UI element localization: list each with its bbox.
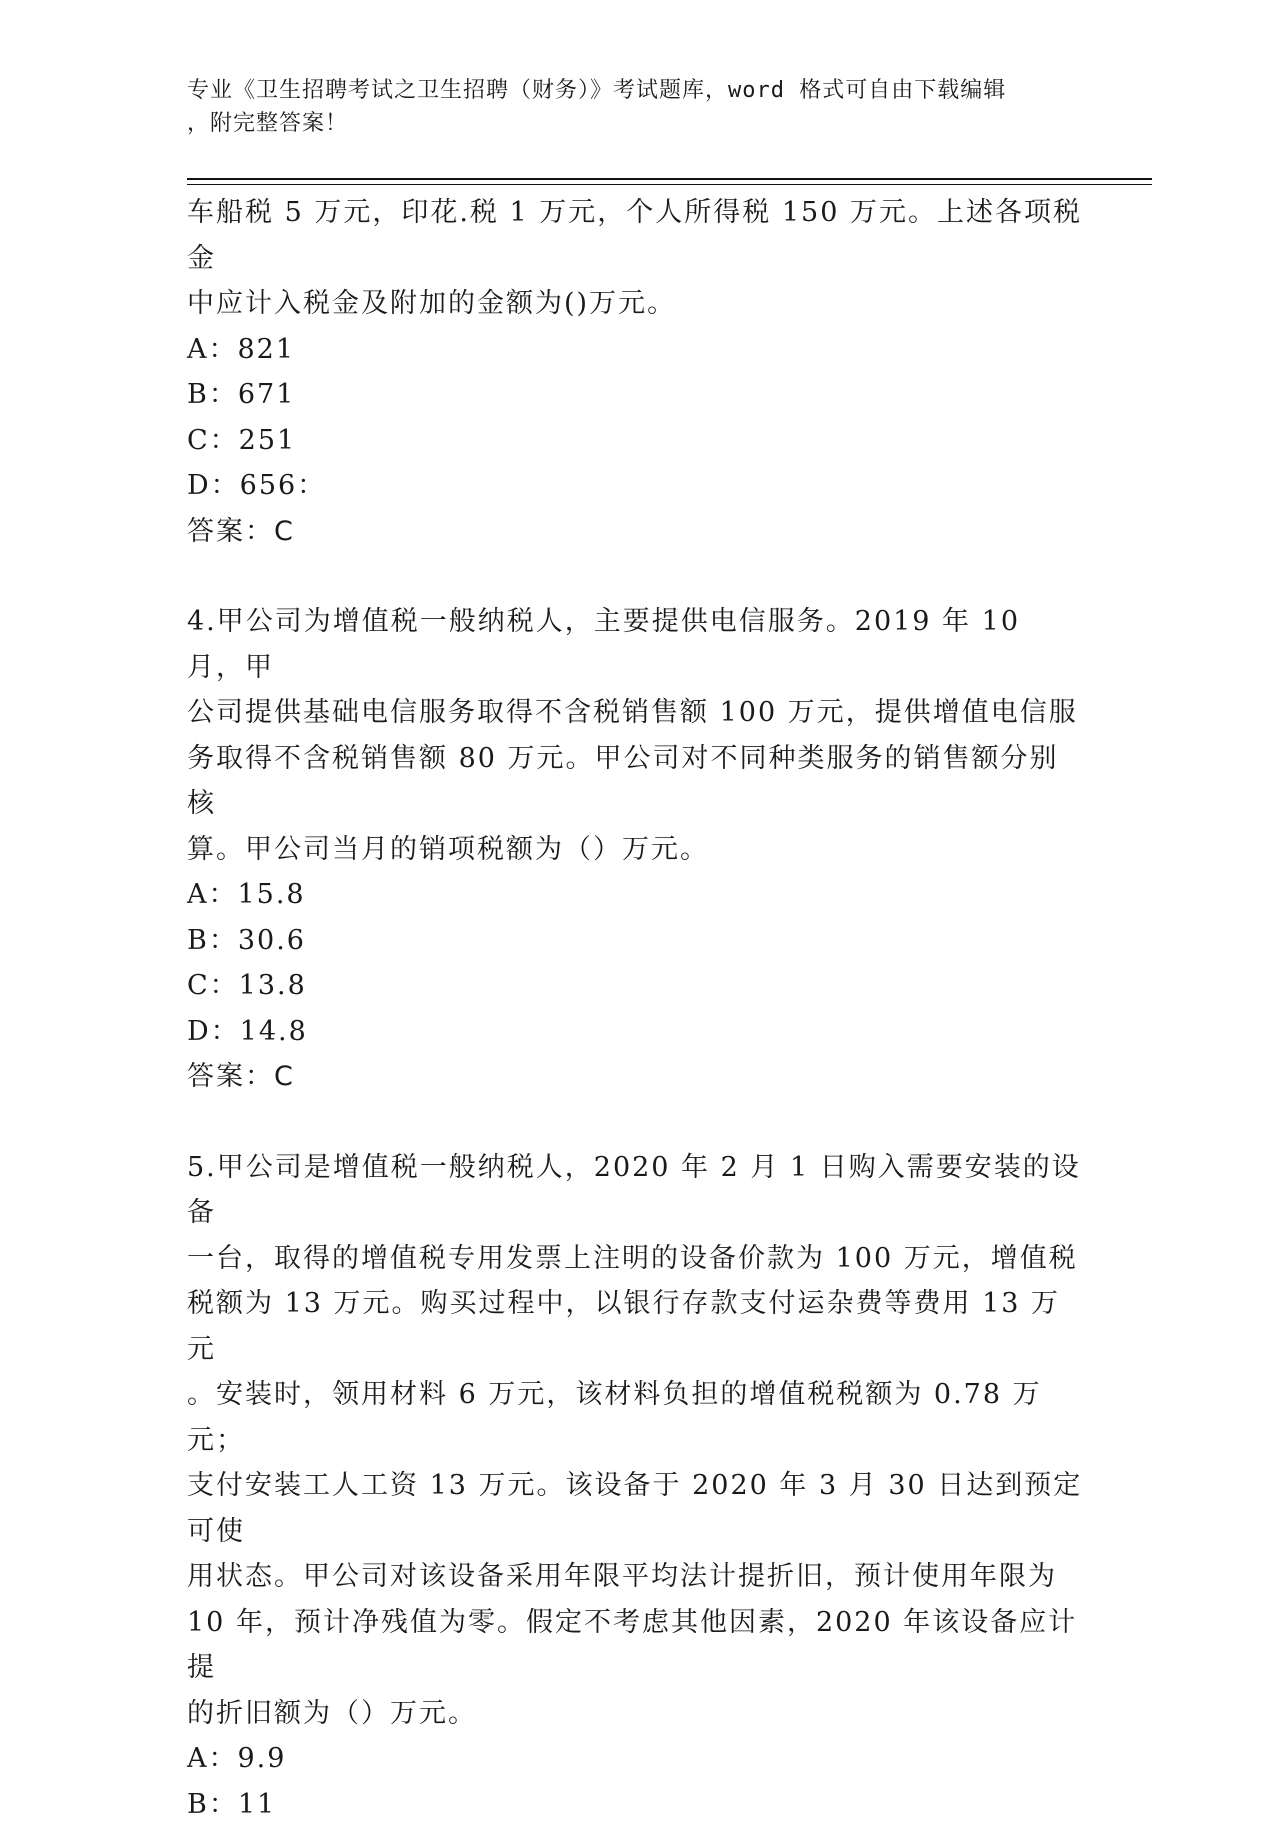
header-divider xyxy=(187,178,1152,185)
question-3 xyxy=(187,190,1087,554)
header-line-2: ，附完整答案！ xyxy=(187,107,1067,140)
question-5 xyxy=(187,1145,1087,1827)
option-b: B：11 xyxy=(187,1782,1087,1827)
answer-line: 答案：C xyxy=(187,509,1087,555)
question-stem-line: 用状态。甲公司对该设备采用年限平均法计提折旧，预计使用年限为 xyxy=(187,1554,1087,1600)
question-content xyxy=(187,190,1087,1827)
option-a: A：15.8 xyxy=(187,872,1087,918)
document-header xyxy=(187,74,1067,140)
option-d: D：14.8 xyxy=(187,1009,1087,1055)
option-b: B：30.6 xyxy=(187,918,1087,964)
option-b: B：671 xyxy=(187,372,1087,418)
question-stem-line: 一台，取得的增值税专用发票上注明的设备价款为 100 万元，增值税 xyxy=(187,1236,1087,1282)
question-stem-line: 公司提供基础电信服务取得不含税销售额 100 万元，提供增值电信服 xyxy=(187,690,1087,736)
answer-line: 答案：C xyxy=(187,1054,1087,1100)
question-stem-line: 算。甲公司当月的销项税额为（）万元。 xyxy=(187,827,1087,873)
question-stem-line: 中应计入税金及附加的金额为()万元。 xyxy=(187,281,1087,327)
question-stem-line: 税额为 13 万元。购买过程中，以银行存款支付运杂费等费用 13 万元 xyxy=(187,1281,1087,1372)
question-stem-line: 务取得不含税销售额 80 万元。甲公司对不同种类服务的销售额分别核 xyxy=(187,736,1087,827)
option-a: A：821 xyxy=(187,327,1087,373)
question-stem-line: 支付安装工人工资 13 万元。该设备于 2020 年 3 月 30 日达到预定可使 xyxy=(187,1463,1087,1554)
option-c: C：251 xyxy=(187,418,1087,464)
question-4 xyxy=(187,599,1087,1100)
option-a: A：9.9 xyxy=(187,1736,1087,1782)
question-stem-line: 10 年，预计净残值为零。假定不考虑其他因素，2020 年该设备应计提 xyxy=(187,1600,1087,1691)
question-stem-line: 。安装时，领用材料 6 万元，该材料负担的增值税税额为 0.78 万元； xyxy=(187,1372,1087,1463)
question-stem-line: 的折旧额为（）万元。 xyxy=(187,1691,1087,1737)
option-c: C：13.8 xyxy=(187,963,1087,1009)
question-stem-line: 4.甲公司为增值税一般纳税人，主要提供电信服务。2019 年 10 月，甲 xyxy=(187,599,1087,690)
option-d: D：656： xyxy=(187,463,1087,509)
question-stem-line: 5.甲公司是增值税一般纳税人，2020 年 2 月 1 日购入需要安装的设备 xyxy=(187,1145,1087,1236)
header-line-1: 专业《卫生招聘考试之卫生招聘（财务）》考试题库，word 格式可自由下载编辑 xyxy=(187,74,1067,107)
question-stem-line: 车船税 5 万元，印花.税 1 万元，个人所得税 150 万元。上述各项税金 xyxy=(187,190,1087,281)
